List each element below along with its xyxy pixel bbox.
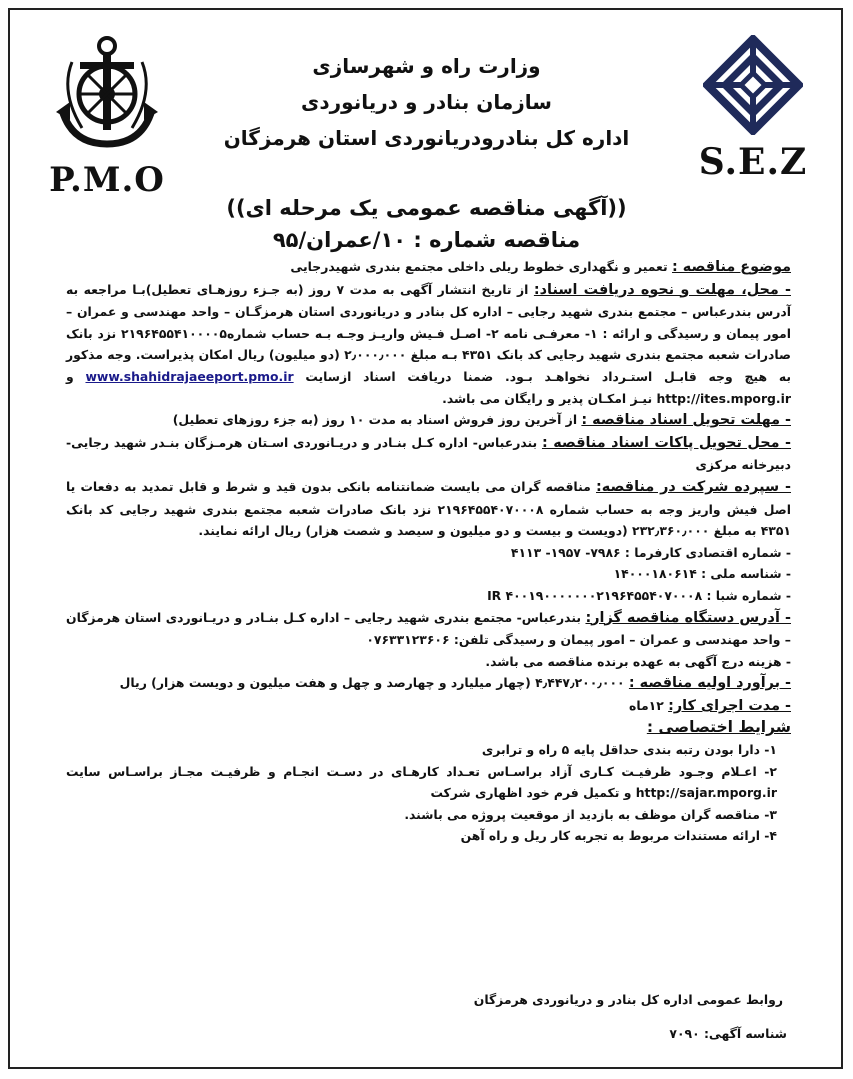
address-label: - آدرس دستگاه مناقصه گزار: xyxy=(585,609,791,626)
fee-note: - هزینه درج آگهی به عهده برنده مناقصه می باشد. xyxy=(485,653,791,669)
delivery-label: - محل تحویل پاکات اسناد مناقصه : xyxy=(541,434,791,451)
diamond-knot-icon xyxy=(703,35,803,135)
subject-label: موضوع مناقصه : xyxy=(672,259,791,275)
public-relations-signature: روابط عمومی اداره کل بنادر و دریانوردی هرمزگان xyxy=(473,992,783,1007)
documents-tail: نیـز امکـان پذیر و رایگان می باشد. xyxy=(442,390,657,406)
condition-2-text: ۲- اعـلام وجـود ظرفیـت کـاری آزاد براسـاس تعـداد کارهـای در دسـت انجـام و ظرفیـت مجـاز براسـاس سایت xyxy=(66,763,777,779)
deposit-paragraph xyxy=(66,476,791,542)
condition-1: ۱- دارا بودن رتبه بندی حداقل پایه ۵ راه و ترابری xyxy=(481,742,777,758)
delivery-paragraph xyxy=(66,432,791,476)
sheba-label: - شماره شبا : xyxy=(702,587,791,603)
sheba-line xyxy=(66,585,791,607)
sez-logo xyxy=(698,35,808,185)
directorate-name: اداره کل بنادرودریانوردی استان هرمزگان xyxy=(223,126,630,150)
anchor-icon xyxy=(52,32,162,152)
duration-paragraph xyxy=(66,695,791,718)
organization-name: سازمان بنادر و دریانوردی xyxy=(301,90,552,114)
condition-2-tail: و تکمیل فرم خود اظهاری شرکت xyxy=(430,785,636,801)
condition-4: ۴- ارائه مستندات مربوط به تجربه کار ریل و راه آهن xyxy=(460,828,777,844)
deposit-label: - سپرده شرکت در مناقصه: xyxy=(596,478,791,495)
deadline-label: - مهلت تحویل اسناد مناقصه : xyxy=(581,412,791,429)
documents-paragraph xyxy=(66,279,791,410)
documents-text: از تاریخ انتشار آگهی به مدت ۷ روز (به جـزء روزهـای تعطیل)بـا مراجعه به آدرس بندرعباس – مجتمع بندری شهید رجایی – اداره کل بنادر و دریانوردی استان هرمزگـان – واحد مهندسی و عمران – امور پیمان و رسیدگی و ارائه : ۱- معرفـی نامه ۲- اصـل فـیش واریـز وجـه بـه حساب شماره۲۱۹۶۴۵۵۴۱۰۰۰۰۵ نزد بانک صادرات شعبه مجتمع بندری شهید رجایی کد بانک ۴۳۵۱ بـه مبلغ ۲٫۰۰۰٫۰۰۰ (دو میلیون) ریال امکان پذیراست. وجه مذکور به هیچ وجه قابـل استـرداد نخواهـد بـود. ضمنا دریافت اسناد ازسایت xyxy=(66,281,791,384)
delivery-text: بندرعباس- اداره کـل بنـادر و دریـانوردی اسـتان هرمـزگان بنـدر شهید رجایی- دبیرخانه مرکزی xyxy=(66,434,791,473)
condition-2 xyxy=(66,761,791,804)
announcement-titles xyxy=(100,192,753,256)
sez-logo-text: S.E.Z xyxy=(698,141,808,183)
pmo-logo xyxy=(42,32,172,202)
estimate-label: - برآورد اولیه مناقصه : xyxy=(628,675,791,692)
national-id: - شناسه ملی : ۱۴۰۰۰۱۸۰۶۱۴ xyxy=(613,566,791,582)
pmo-logo-text: P.M.O xyxy=(49,160,165,200)
deadline-paragraph xyxy=(66,409,791,432)
documents-and: و xyxy=(66,368,86,384)
deadline-text: از آخرین روز فروش اسناد به مدت ۱۰ روز (به جزء روزهای تعطیل) xyxy=(172,412,582,428)
port-website-link[interactable]: www.shahidrajaeeport.pmo.ir xyxy=(85,368,294,384)
economic-number: - شماره اقتصادی کارفرما : ۷۹۸۶- ۱۹۵۷- ۴۱۱۳ xyxy=(510,544,791,560)
subject-paragraph xyxy=(66,256,791,279)
address-text: بندرعباس- مجتمع بندری شهید رجایی – اداره کـل بنـادر و دریـانوردی استان هرمزگان – واحد مهندسی و عمران – امور پیمان و رسیدگی تلفن: ۰۷۶۳۳۱۲۳۶۰۶ xyxy=(66,609,791,648)
ministry-header xyxy=(180,48,673,156)
announcement-body xyxy=(66,256,791,847)
duration-label: - مدت اجرای کار: xyxy=(668,697,791,714)
announcement-title: ((آگهی مناقصه عمومی یک مرحله ای)) xyxy=(226,196,627,220)
duration-text: ۱۲ماه xyxy=(629,697,669,713)
ad-id: شناسه آگهی: ۷۰۹۰ xyxy=(669,1026,787,1041)
estimate-text: ۴٫۴۴۷٫۲۰۰٫۰۰۰ (چهار میلیارد و چهارصد و چهل و هفت میلیون و دویست هزار) ریال xyxy=(119,675,629,691)
subject-text: تعمیر و نگهداری خطوط ریلی داخلی مجتمع بندری شهیدرجایی xyxy=(290,259,673,274)
sajar-website-link[interactable]: http://sajar.mporg.ir xyxy=(635,785,777,801)
deposit-text: مناقصه گران می بایست ضمانتنامه بانکی بدون قید و شرط و قابل تمدید به دفعات یا اصل فیش واریز وجه به حساب شماره ۲۱۹۶۴۵۵۴۰۷۰۰۰۸ نزد بانک صادرات شعبه مجتمع بندری شهید رجایی کد بانک ۴۳۵۱ به مبلغ ۲۳۲٫۳۶۰٫۰۰۰ (دویست و بیست و دو میلیون و سیصد و شصت هزار) ریال ارائه نمایند. xyxy=(66,478,791,539)
condition-3: ۳- مناقصه گران موظف به بازدید از موقعیت پروژه می باشند. xyxy=(404,806,777,822)
sheba-number: IR ۴۰۰۱۹۰۰۰۰۰۰۰۲۱۹۶۴۵۵۴۰۷۰۰۰۸ xyxy=(487,587,703,603)
special-conditions-heading: شرایط اختصاصی : xyxy=(646,718,791,737)
address-paragraph xyxy=(66,607,791,651)
estimate-paragraph xyxy=(66,672,791,695)
tender-number: مناقصه شماره : ۱۰/عمران/۹۵ xyxy=(272,228,581,252)
ministry-name: وزارت راه و شهرسازی xyxy=(312,54,541,78)
documents-label: - محل، مهلت و نحوه دریافت اسناد: xyxy=(533,281,791,298)
ites-website-link[interactable]: http://ites.mporg.ir xyxy=(656,390,791,406)
